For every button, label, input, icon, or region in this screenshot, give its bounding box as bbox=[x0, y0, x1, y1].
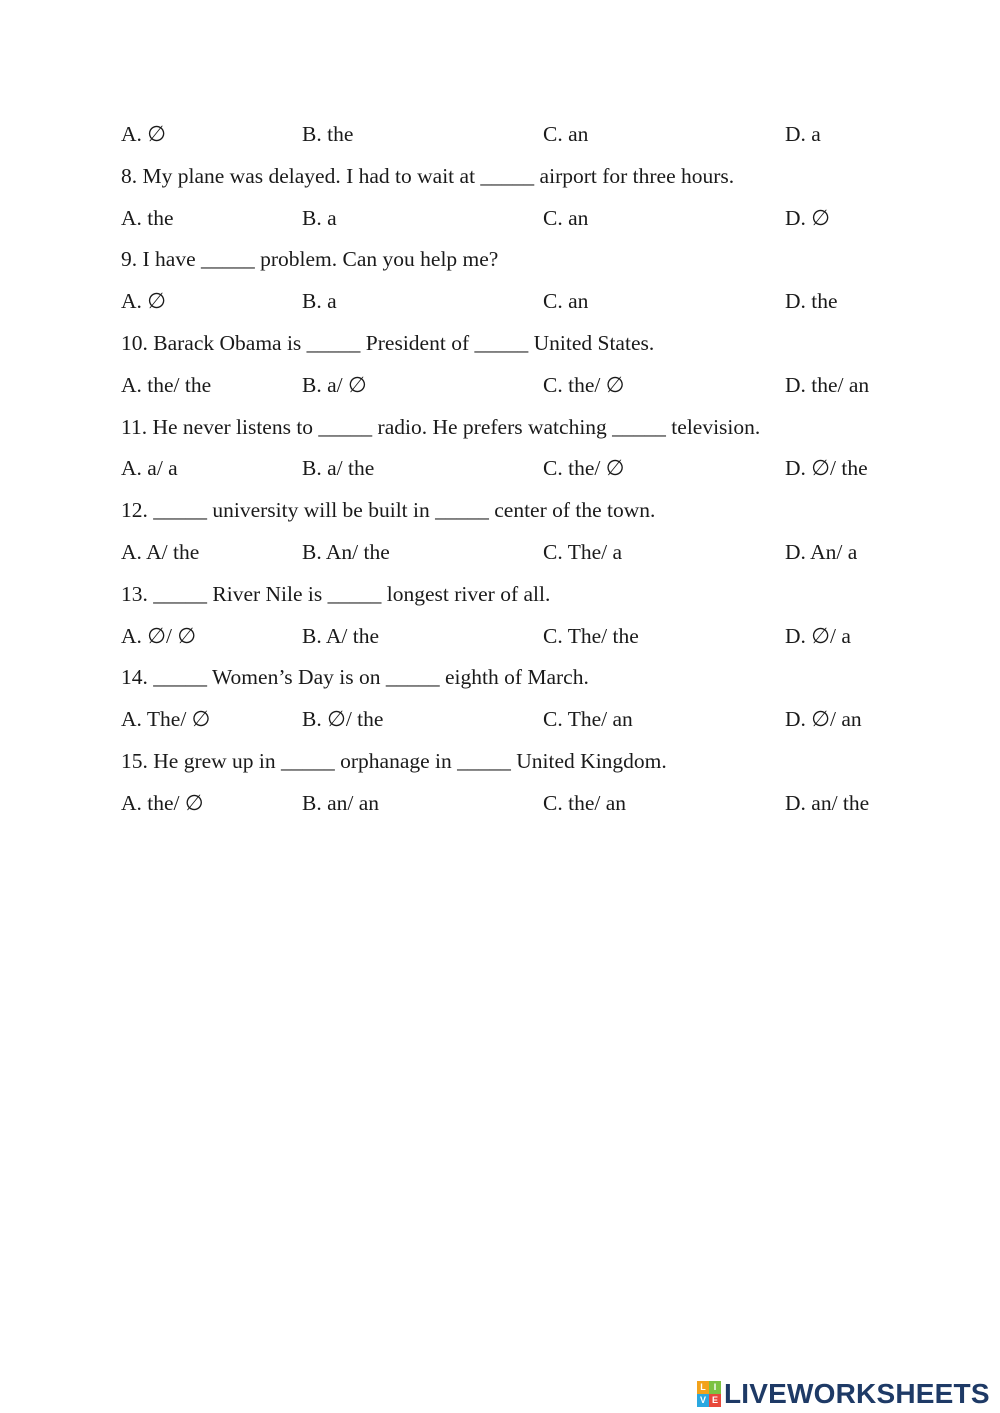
answer-option-a: A. the/ ∅ bbox=[121, 790, 204, 815]
answer-option-a: A. ∅ bbox=[121, 122, 167, 146]
answer-option-a: A. a/ a bbox=[121, 456, 178, 481]
answer-option-b: B. an/ an bbox=[302, 790, 380, 815]
answer-option-d: D. ∅/ an bbox=[785, 707, 862, 732]
worksheet-body bbox=[121, 114, 921, 825]
answer-option-b: B. ∅/ the bbox=[302, 707, 384, 732]
logo-letter: E bbox=[709, 1394, 721, 1407]
answer-option-a: A. ∅/ ∅ bbox=[121, 623, 197, 648]
answer-option-a: A. ∅ bbox=[121, 289, 167, 314]
answer-option-d: D. the/ an bbox=[785, 372, 870, 397]
answer-option-a: A. the/ the bbox=[121, 372, 212, 397]
logo-letter: V bbox=[697, 1394, 709, 1407]
question-text: 10. Barack Obama is _____ President of _____ United States. bbox=[121, 330, 655, 355]
answer-option-d: D. the bbox=[785, 289, 838, 314]
answer-option-d: D. ∅/ a bbox=[785, 623, 851, 648]
question-text: 13. _____ River Nile is _____ longest river of all. bbox=[121, 581, 551, 606]
answer-option-c: C. the/ an bbox=[543, 790, 626, 815]
answer-option-c: C. an bbox=[543, 289, 589, 314]
answer-options-row bbox=[121, 616, 921, 658]
answer-options-row bbox=[121, 365, 921, 407]
liveworksheets-logo-icon bbox=[697, 1381, 721, 1407]
question-text: 9. I have _____ problem. Can you help me? bbox=[121, 247, 499, 272]
answer-options-row bbox=[121, 532, 921, 574]
answer-option-c: C. The/ the bbox=[543, 623, 639, 648]
answer-option-c: C. an bbox=[543, 122, 589, 146]
answer-option-d: D. ∅/ the bbox=[785, 456, 868, 481]
answer-option-b: B. a bbox=[302, 289, 337, 314]
question-text: 11. He never listens to _____ radio. He prefers watching _____ television. bbox=[121, 414, 761, 439]
answer-option-c: C. The/ an bbox=[543, 707, 633, 732]
answer-options-row bbox=[121, 448, 921, 490]
answer-option-b: B. a/ the bbox=[302, 456, 375, 481]
logo-letter: I bbox=[709, 1381, 721, 1394]
question-text: 14. _____ Women’s Day is on _____ eighth of March. bbox=[121, 665, 589, 690]
logo-letter: L bbox=[697, 1381, 709, 1394]
question-text: 12. _____ university will be built in _____ center of the town. bbox=[121, 498, 656, 523]
answer-option-c: C. the/ ∅ bbox=[543, 372, 625, 397]
answer-option-c: C. The/ a bbox=[543, 539, 623, 564]
answer-option-b: B. a bbox=[302, 205, 337, 230]
question-text: 8. My plane was delayed. I had to wait at _____ airport for three hours. bbox=[121, 163, 735, 188]
answer-options-row bbox=[121, 699, 921, 741]
answer-options-row bbox=[121, 783, 921, 825]
answer-option-d: D. a bbox=[785, 122, 821, 146]
answer-option-c: C. an bbox=[543, 205, 589, 230]
answer-option-d: D. An/ a bbox=[785, 539, 858, 564]
brand-name: LIVEWORKSHEETS bbox=[724, 1378, 990, 1409]
answer-options-row bbox=[121, 198, 921, 240]
liveworksheets-brand bbox=[697, 1378, 990, 1410]
answer-option-b: B. the bbox=[302, 122, 354, 146]
answer-option-b: B. A/ the bbox=[302, 623, 380, 648]
answer-option-d: D. an/ the bbox=[785, 790, 870, 815]
question-text: 15. He grew up in _____ orphanage in _____ United Kingdom. bbox=[121, 748, 667, 773]
answer-options-row bbox=[121, 281, 921, 323]
answer-option-a: A. the bbox=[121, 205, 174, 230]
answer-option-b: B. a/ ∅ bbox=[302, 372, 367, 397]
answer-option-b: B. An/ the bbox=[302, 539, 390, 564]
answer-option-a: A. A/ the bbox=[121, 539, 200, 564]
answer-option-a: A. The/ ∅ bbox=[121, 707, 211, 732]
answer-option-d: D. ∅ bbox=[785, 205, 831, 230]
answer-options-row bbox=[121, 114, 921, 156]
answer-option-c: C. the/ ∅ bbox=[543, 456, 625, 481]
